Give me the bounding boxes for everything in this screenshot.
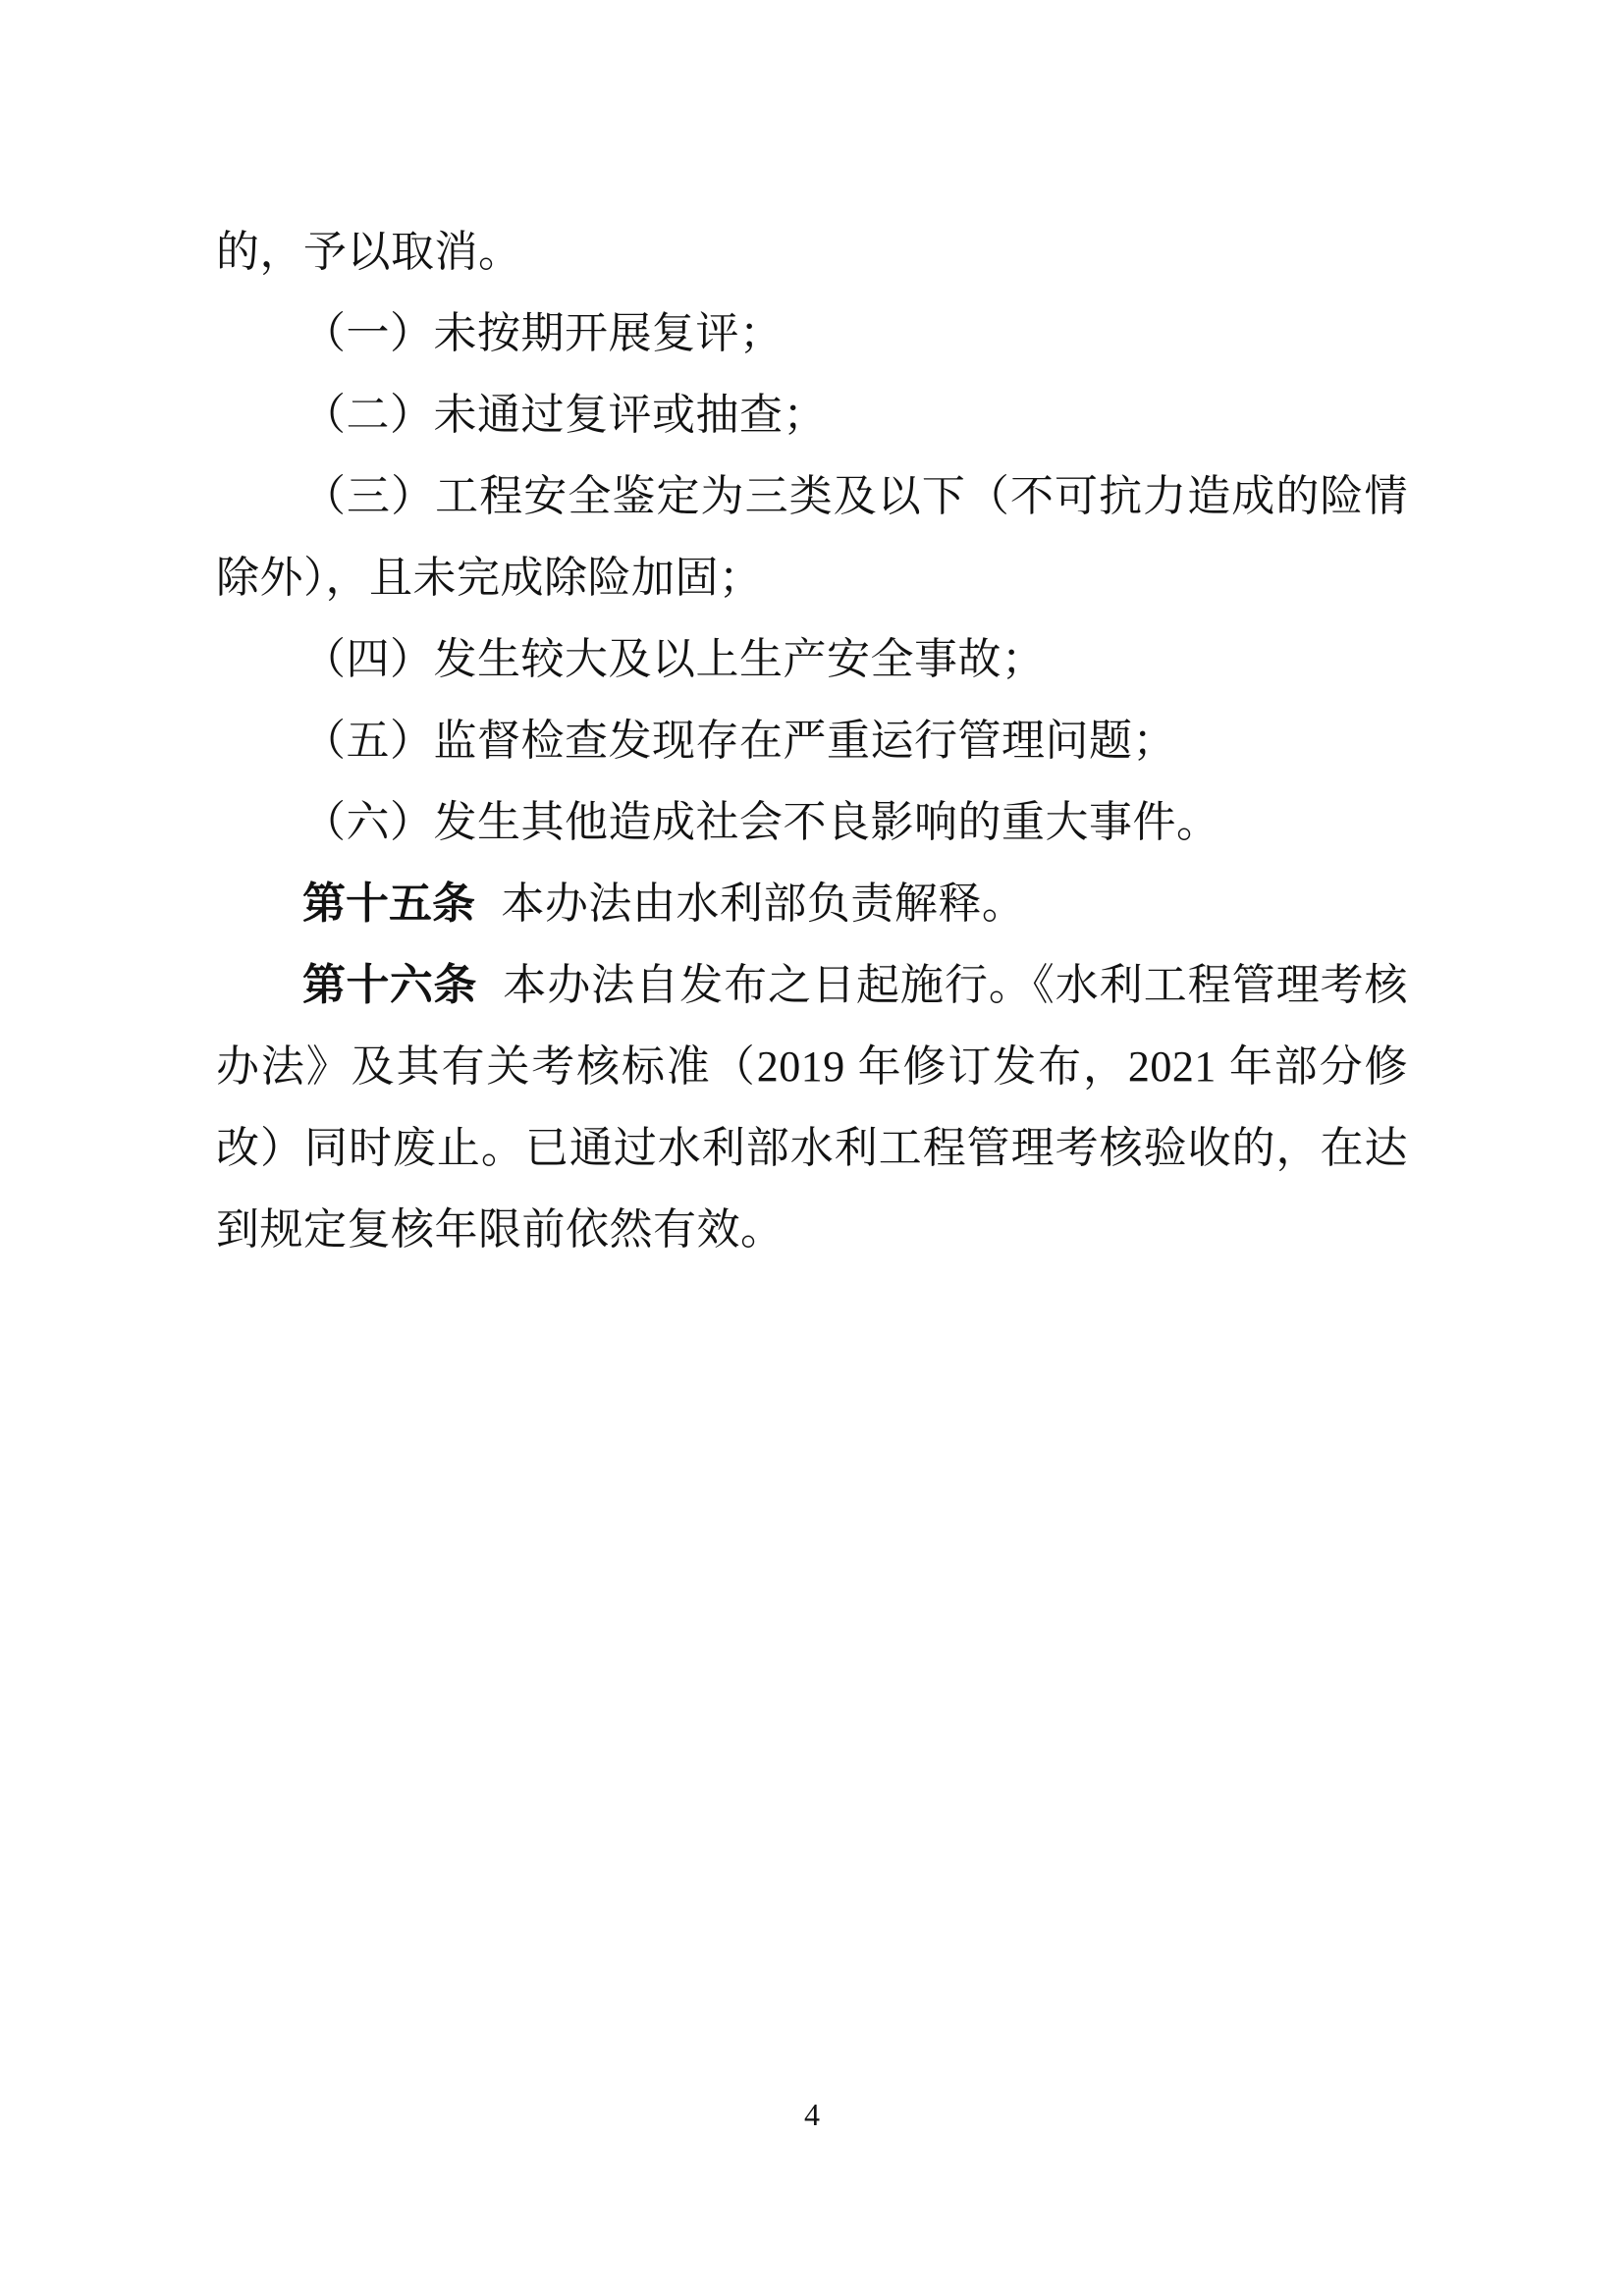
- paragraph-text: （五）监督检查发现存在严重运行管理问题；: [302, 717, 1176, 765]
- paragraph-text: 本办法由水利部负责解释。: [501, 880, 1026, 928]
- article-16-heading: 第十六条: [302, 961, 477, 1009]
- list-item-4: [216, 618, 1408, 700]
- paragraph-text: （三）工程安全鉴定为三类及以下（不可抗力造成的险情除外），且未完成除险加固；: [216, 472, 1408, 602]
- list-item-5: [216, 700, 1408, 781]
- paragraph-text: （二）未通过复评或抽查；: [302, 391, 827, 439]
- list-item-2: [216, 374, 1408, 455]
- article-15-heading: 第十五条: [302, 880, 475, 928]
- paragraph-continuation: [216, 211, 1408, 293]
- paragraph-text: （四）发生较大及以上生产安全事故；: [302, 635, 1046, 683]
- article-16: [216, 944, 1408, 1270]
- paragraph-text: （一）未按期开展复评；: [302, 309, 784, 357]
- document-body: [216, 211, 1408, 1270]
- list-item-6: [216, 781, 1408, 863]
- paragraph-text: 本办法自发布之日起施行。《水利工程管理考核办法》及其有关考核标准（2019 年修订发布，2021 年部分修改）同时废止。已通过水利部水利工程管理考核验收的，在达到规定复核年限前依然有效。: [216, 961, 1409, 1254]
- list-item-3: [216, 455, 1408, 618]
- article-15: [216, 863, 1408, 944]
- paragraph-text: 的，予以取消。: [216, 228, 522, 276]
- page-number: 4: [804, 2097, 820, 2132]
- list-item-1: [216, 293, 1408, 374]
- paragraph-text: （六）发生其他造成社会不良影响的重大事件。: [302, 798, 1220, 846]
